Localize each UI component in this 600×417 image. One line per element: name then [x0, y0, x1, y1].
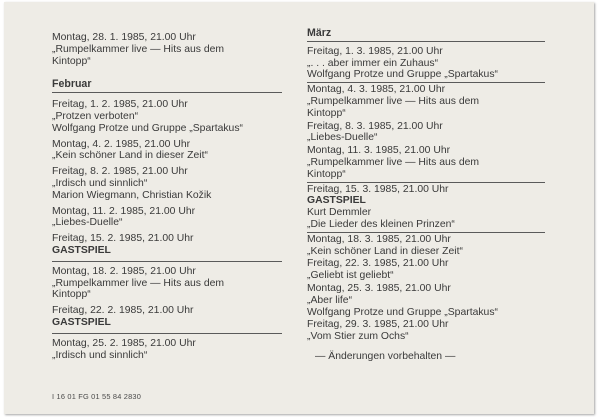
guest-performance-label: GASTSPIEL: [52, 244, 111, 256]
event-date: Montag, 18. 3. 1985, 21.00 Uhr: [307, 233, 451, 245]
event-entry: [52, 166, 302, 201]
left-column: [52, 32, 302, 365]
event-entry: [307, 258, 547, 282]
event-date: Freitag, 15. 3. 1985, 21.00 Uhr: [307, 183, 449, 195]
event-title: Kintopp“: [307, 107, 346, 119]
event-title: „Liebes-Duelle“: [307, 132, 378, 144]
event-date: Freitag, 1. 2. 1985, 21.00 Uhr: [52, 99, 188, 111]
divider: [307, 232, 545, 233]
event-title: „Vom Stier zum Ochs“: [307, 331, 409, 343]
event-title: Kintopp“: [52, 289, 91, 301]
event-title: „Rumpelkammer live — Hits aus dem: [52, 277, 225, 289]
event-entry: [307, 145, 547, 180]
event-date: Montag, 4. 3. 1985, 21.00 Uhr: [307, 84, 446, 96]
event-performers: Marion Wiegmann, Christian Kožik: [52, 189, 212, 201]
event-entry: [52, 338, 302, 362]
event-entry: [307, 283, 547, 318]
print-license-code: I 16 01 FG 01 55 84 2830: [52, 392, 142, 401]
event-date: Freitag, 1. 3. 1985, 21.00 Uhr: [307, 45, 443, 57]
event-date: Montag, 25. 2. 1985, 21.00 Uhr: [52, 337, 196, 349]
divider: [52, 261, 282, 262]
month-heading-march: März: [307, 28, 545, 42]
divider: [307, 82, 545, 83]
month-heading-february: Februar: [52, 79, 282, 93]
event-date: Montag, 18. 2. 1985, 21.00 Uhr: [52, 265, 196, 277]
event-entry: [52, 233, 302, 257]
event-title: „Geliebt ist geliebt“: [307, 270, 394, 282]
event-date: Freitag, 22. 3. 1985, 21.00 Uhr: [307, 258, 449, 270]
event-title: „Kein schöner Land in dieser Zeit“: [307, 245, 463, 257]
event-title: „Rumpelkammer live — Hits aus dem: [307, 156, 480, 168]
event-entry: [52, 266, 302, 301]
event-performers: Wolfgang Protze und Gruppe „Spartakus“: [307, 69, 498, 81]
program-card: [4, 2, 594, 414]
right-column: [307, 28, 547, 363]
event-title: Kintopp“: [307, 168, 346, 180]
event-date: Freitag, 15. 2. 1985, 21.00 Uhr: [52, 233, 194, 245]
event-title: „Rumpelkammer live — Hits aus dem: [307, 95, 480, 107]
event-title: „. . . aber immer ein Zuhaus“: [307, 57, 439, 69]
event-entry: [307, 234, 547, 258]
event-entry: [52, 139, 302, 163]
event-title: „Aber life“: [307, 294, 353, 306]
event-date: Montag, 11. 3. 1985, 21.00 Uhr: [307, 145, 451, 157]
event-entry: [307, 121, 547, 145]
event-entry: [307, 84, 547, 119]
event-performers: Wolfgang Protze und Gruppe „Spartakus“: [52, 122, 243, 134]
event-performers: Kurt Demmler: [307, 207, 372, 219]
event-date: Montag, 4. 2. 1985, 21.00 Uhr: [52, 138, 191, 150]
event-title: „Irdisch und sinnlich“: [52, 177, 148, 189]
event-date: Freitag, 22. 2. 1985, 21.00 Uhr: [52, 305, 194, 317]
changes-reserved-note: — Änderungen vorbehalten —: [315, 350, 456, 362]
event-entry: [307, 319, 547, 343]
divider: [307, 182, 545, 183]
event-performers: Wolfgang Protze und Gruppe „Spartakus“: [307, 306, 498, 318]
event-date: Freitag, 8. 3. 1985, 21.00 Uhr: [307, 120, 443, 132]
event-date: Montag, 28. 1. 1985, 21.00 Uhr: [52, 32, 196, 43]
event-entry: [52, 305, 302, 329]
event-date: Montag, 11. 2. 1985, 21.00 Uhr: [52, 205, 196, 217]
divider: [52, 333, 282, 334]
event-date: Montag, 25. 3. 1985, 21.00 Uhr: [307, 282, 451, 294]
event-date: Freitag, 8. 2. 1985, 21.00 Uhr: [52, 166, 188, 178]
event-entry: [307, 184, 547, 231]
event-title: „Kein schöner Land in dieser Zeit“: [52, 150, 208, 162]
event-title: „Die Lieder des kleinen Prinzen“: [307, 218, 455, 230]
event-title: „Rumpelkammer live — Hits aus dem: [52, 43, 225, 55]
event-title: „Irdisch und sinnlich“: [52, 349, 148, 361]
event-title: „Liebes-Duelle“: [52, 217, 123, 229]
event-entry: [52, 99, 302, 134]
event-entry-jan-28: [52, 32, 302, 67]
event-title: „Protzen verboten“: [52, 110, 139, 122]
guest-performance-label: GASTSPIEL: [307, 195, 366, 207]
event-entry: [52, 206, 302, 230]
event-entry: [307, 46, 547, 81]
event-title: Kintopp“: [52, 55, 91, 67]
guest-performance-label: GASTSPIEL: [52, 316, 111, 328]
event-date: Freitag, 29. 3. 1985, 21.00 Uhr: [307, 319, 449, 331]
